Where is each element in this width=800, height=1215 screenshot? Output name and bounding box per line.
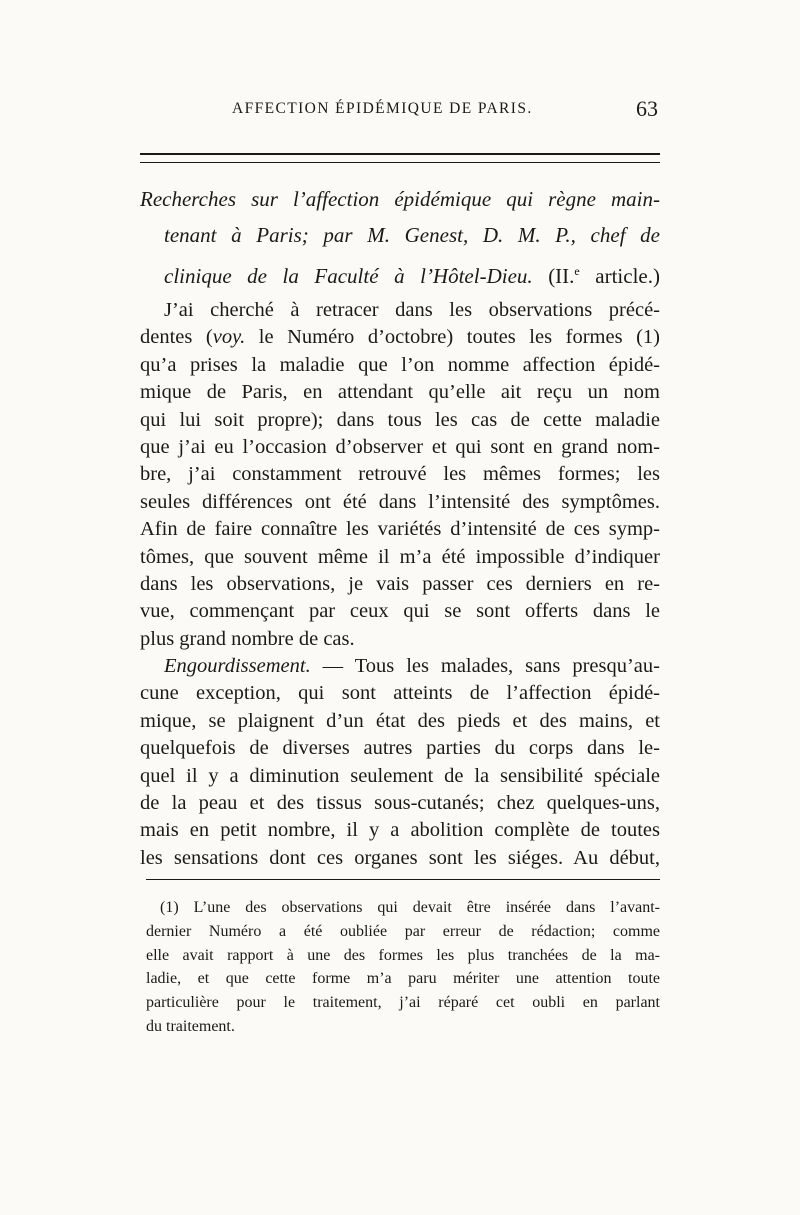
body-line: que j’ai eu l’occasion d’observer et qui sont en grand nom- — [140, 435, 660, 458]
body-line: J’ai cherché à retracer dans les observations précé- — [164, 299, 660, 321]
body-line: de la peau et des tissus sous-cutanés; chez quelques-uns, — [140, 792, 660, 815]
body-line: vue, commençant par ceux qui se sont offerts dans le — [140, 600, 660, 623]
footnote-line: particulière pour le traitement, j’ai réparé cet oubli en parlant — [146, 994, 660, 1012]
body-line: dans les observations, je vais passer ces derniers en re- — [140, 572, 660, 595]
body-line: bre, j’ai constamment retrouvé les mêmes formes; les — [140, 463, 660, 486]
footnote-line: ladie, et que cette forme m’a paru mériter une attention toute — [146, 970, 660, 988]
footnote — [146, 896, 660, 1039]
heading-line: clinique de la Faculté à l’Hôtel-Dieu. (II.$^e$ article.) — [164, 264, 660, 288]
body-line: quelquefois de diverses autres parties du corps dans le- — [140, 737, 660, 760]
body-line: qui lui soit propre); dans tous les cas de cette maladie — [140, 408, 660, 431]
body-line: seules différences ont été dans l’intensité des symptômes. — [140, 490, 660, 513]
body-line: Afin de faire connaître les variétés d’intensité de ces symp- — [140, 518, 660, 541]
body-line: mique, se plaignent d’un état des pieds et des mains, et — [140, 709, 660, 732]
footnote-line: elle avait rapport à une des formes les plus tranchées de la ma- — [146, 946, 660, 964]
body-line: qu’a prises la maladie que l’on nomme affection épidé- — [140, 353, 660, 376]
body-line: plus grand nombre de cas. — [140, 627, 355, 650]
running-head — [140, 96, 660, 132]
section-lead: Engourdissement. — [164, 655, 311, 678]
footnote-line: dernier Numéro a été oubliée par erreur de rédaction; comme — [146, 922, 660, 940]
body-line: tômes, que souvent même il m’a été impossible d’indiquer — [140, 545, 660, 568]
heading-line: Recherches sur l’affection épidémique qui règne main- — [140, 187, 660, 211]
page-number: 63 — [636, 96, 658, 121]
body-line: les sensations dont ces organes sont les siéges. Au début, — [140, 846, 660, 869]
article-number: (II.$^e$ article.) — [548, 264, 660, 288]
italic-word: voy. — [212, 326, 246, 349]
body-line: mique de Paris, en attendant qu’elle ait reçu un nom — [140, 381, 660, 404]
footnote-line: du traitement. — [146, 1017, 235, 1035]
body-text — [140, 297, 660, 872]
body-line: dentes (voy. le Numéro d’octobre) toutes les formes (1) — [140, 326, 660, 349]
footnote-line: (1) L’une des observations qui devait être insérée dans l’avant- — [160, 899, 660, 916]
article-heading — [140, 181, 660, 294]
body-line: cune exception, qui sont atteints de l’affection épidé- — [140, 682, 660, 705]
header-rule — [140, 153, 660, 163]
section-start-line: Engourdissement. — Tous les malades, sans presqu’au- — [164, 655, 660, 678]
body-line: mais en petit nombre, il y a abolition complète de toutes — [140, 819, 660, 842]
heading-line: tenant à Paris; par M. Genest, D. M. P., chef de — [164, 223, 660, 247]
footnote-rule — [146, 879, 660, 880]
body-line: quel il y a diminution seulement de la sensibilité spéciale — [140, 764, 660, 787]
running-title: AFFECTION ÉPIDÉMIQUE DE PARIS. — [232, 100, 533, 117]
